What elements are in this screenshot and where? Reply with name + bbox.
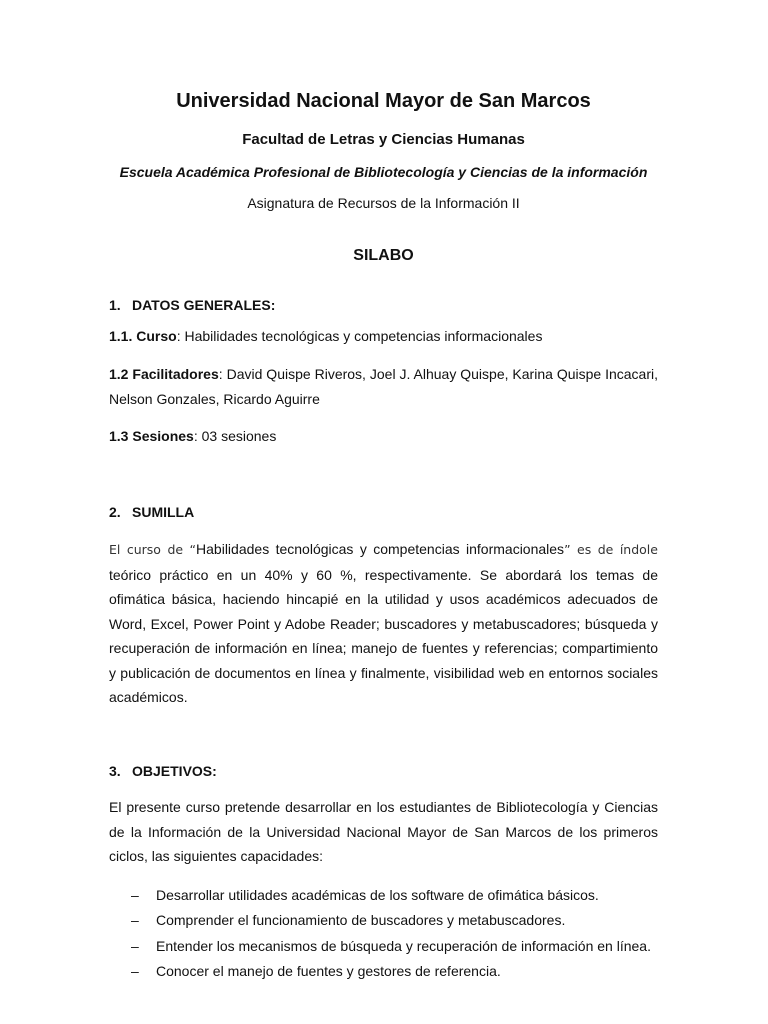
field-separator: :	[193, 428, 202, 444]
list-item	[109, 961, 658, 986]
list-item	[109, 885, 658, 910]
field-value: 03 sesiones	[201, 428, 277, 444]
list-item-text: Entender los mecanismos de búsqueda y recuperación de información en línea.	[156, 937, 651, 954]
list-item	[109, 936, 658, 961]
field-label: 1.3 Sesiones	[109, 428, 194, 444]
sumilla-course-name: Habilidades tecnológicas y competencias informacionales	[196, 541, 565, 557]
bullet-dash: –	[131, 937, 139, 954]
field-separator: :	[218, 366, 227, 382]
section-heading-objetivos	[109, 763, 658, 779]
sumilla-body: teórico práctico en un 40% y 60 %, respectivamente. Se abordará los temas de ofimática básica, haciendo hincapié en la utilidad y usos académicos adecuados de Word, Excel, Power Point y Adobe Reader; buscadores y metabuscadores; búsqueda y recuperación de información en línea; manejo de fuentes y referencias; compartimiento y publicación de documentos en línea y finalmente, visibilidad web en entornos sociales académicos.	[109, 566, 658, 705]
field-sesiones	[109, 424, 658, 449]
section-heading-datos-generales	[109, 297, 658, 313]
university-title: Universidad Nacional Mayor de San Marcos	[176, 90, 591, 112]
sumilla-paragraph	[109, 537, 658, 710]
sumilla-close-text: ” es de índole	[564, 542, 658, 557]
section-title: OBJETIVOS:	[132, 763, 217, 779]
field-value: Habilidades tecnológicas y competencias informacionales	[184, 328, 543, 344]
section-number: 2.	[109, 504, 121, 520]
section-title: SUMILLA	[132, 504, 195, 520]
list-item-text: Desarrollar utilidades académicas de los software de ofimática básicos.	[156, 887, 599, 903]
school-name: Escuela Académica Profesional de Bibliotecología y Ciencias de la información	[119, 164, 648, 180]
bullet-dash: –	[131, 912, 139, 929]
objetivos-intro: El presente curso pretende desarrollar en los estudiantes de Bibliotecología y Ciencias de la Información de la Universidad Nacional Mayor de San Marcos de los primeros ciclos, las siguientes capacidades:	[109, 799, 658, 864]
field-value: David Quispe Riveros, Joel J. Alhuay Quispe, Karina Quispe Incacari, Nelson Gonzales, Ricardo Aguirre	[109, 366, 659, 407]
bullet-dash: –	[131, 887, 139, 903]
section-heading-sumilla	[109, 504, 658, 520]
list-item-text: Comprender el funcionamiento de buscadores y metabuscadores.	[156, 912, 566, 929]
field-curso	[109, 324, 658, 349]
list-item-text: Conocer el manejo de fuentes y gestores de referencia.	[156, 962, 501, 979]
field-separator: :	[176, 328, 185, 344]
objectives-list	[109, 885, 658, 986]
section-title: DATOS GENERALES:	[132, 297, 276, 313]
section-number: 1.	[109, 297, 121, 313]
subject-name: Asignatura de Recursos de la Información II	[247, 195, 520, 211]
field-label: 1.2 Facilitadores	[109, 366, 219, 382]
field-facilitadores	[109, 362, 658, 411]
faculty-name: Facultad de Letras y Ciencias Humanas	[242, 131, 525, 148]
bullet-dash: –	[131, 962, 139, 979]
sumilla-open-text: El curso de “	[109, 542, 197, 557]
list-item	[109, 910, 658, 935]
section-number: 3.	[109, 763, 121, 779]
document-title: SILABO	[353, 247, 414, 264]
field-label: 1.1. Curso	[109, 328, 177, 344]
